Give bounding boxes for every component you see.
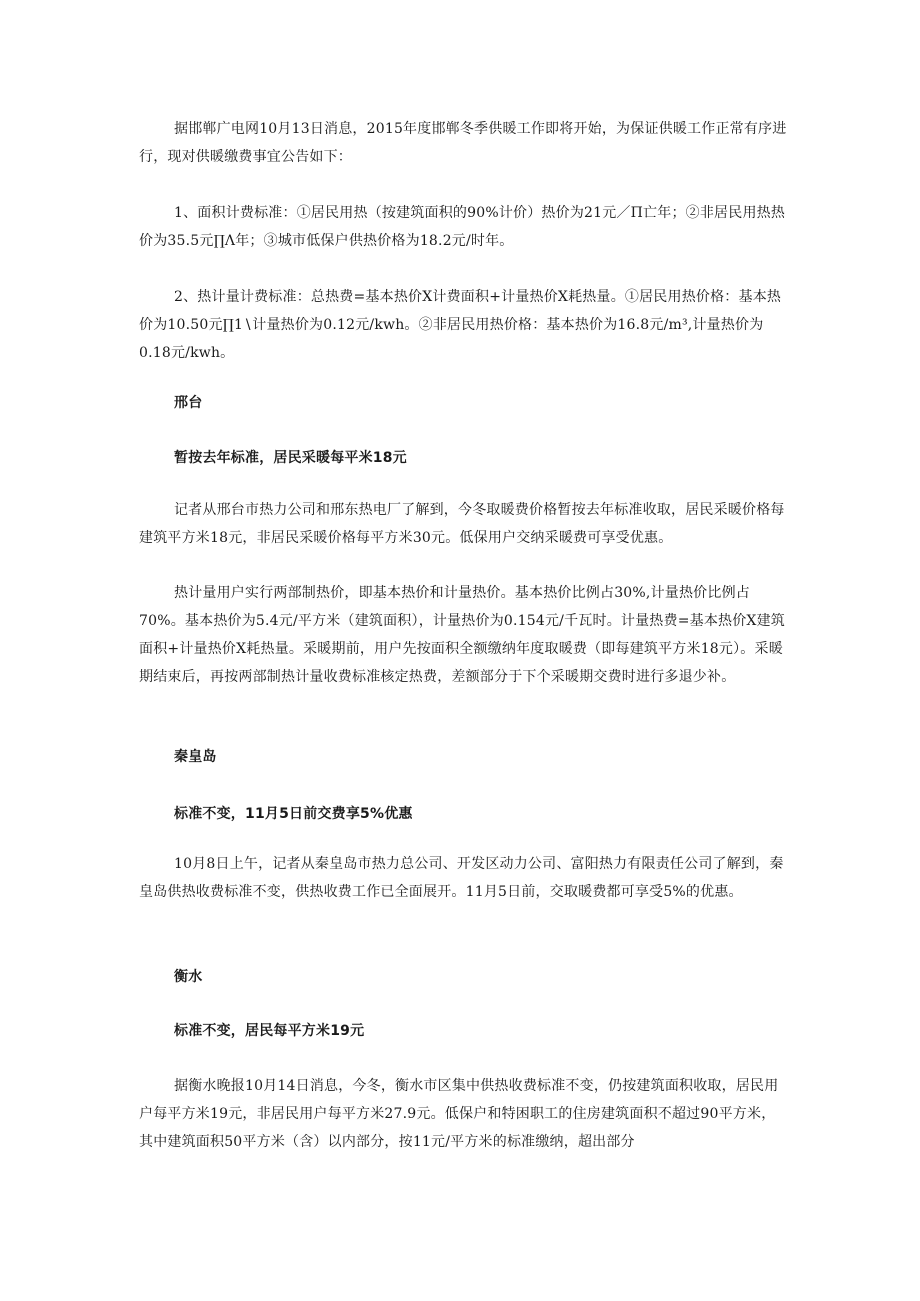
paragraph-hengshui: 据衡水晚报10月14日消息，今冬，衡水市区集中供热收费标准不变，仍按建筑面积收取，居民用户每平方米19元，非居民用户每平方米27.9元。低保户和特困职工的住房建筑面积不超过90平方米，其中建筑面积50平方米（含）以内部分，按11元/平方米的标准缴纳，超出部分 xyxy=(139,1078,779,1150)
subheading-hengshui: 标准不变，居民每平方米19元 xyxy=(174,1023,365,1039)
paragraph-xingtai-2: 热计量用户实行两部制热价，即基本热价和计量热价。基本热价比例占30%,计量热价比例占70%。基本热价为5.4元/平方米（建筑面积），计量热价为0.154元/千瓦时。计量热费=基本热价X建筑面积+计量热价X耗热量。采暖期前，用户先按面积全额缴纳年度取暖费（即每建筑平方米18元）。采暖期结束后，再按两部制热计量收费标准核定热费，差额部分于下个采暖期交费时进行多退少补。 xyxy=(139,585,785,685)
subheading-xingtai: 暂按去年标准，居民采暖每平米18元 xyxy=(174,450,407,466)
paragraph-xingtai-1: 记者从邢台市热力公司和邢东热电厂了解到，今冬取暖费价格暂按去年标准收取，居民采暖价格每建筑平方米18元，非居民采暖价格每平方米30元。低保用户交纳采暖费可享受优惠。 xyxy=(139,502,785,546)
city-heading-xingtai: 邢台 xyxy=(174,395,203,411)
subheading-qinhuangdao: 标准不变，11月5日前交费享5%优惠 xyxy=(174,806,413,822)
city-heading-hengshui: 衡水 xyxy=(174,969,203,985)
paragraph-area-fee: 1、面积计费标准：①居民用热（按建筑面积的90%计价）热价为21元／Π亡年；②非居民用热热价为35.5元∏Λ年；③城市低保户供热价格为18.2元/时年。 xyxy=(139,205,786,249)
city-heading-qinhuangdao: 秦皇岛 xyxy=(174,749,217,765)
paragraph-intro: 据邯郸广电网10月13日消息，2015年度邯郸冬季供暖工作即将开始，为保证供暖工作正常有序进行，现对供暖缴费事宜公告如下： xyxy=(139,121,787,165)
paragraph-qinhuangdao: 10月8日上午，记者从秦皇岛市热力总公司、开发区动力公司、富阳热力有限责任公司了解到，秦皇岛供热收费标准不变，供热收费工作已全面展开。11月5日前，交取暖费都可享受5%的优惠。 xyxy=(139,856,784,900)
paragraph-meter-fee: 2、热计量计费标准：总热费=基本热价X计费面积+计量热价X耗热量。①居民用热价格：基本热价为10.50元∏1∖计量热价为0.12元/kwh。②非居民用热价格：基本热价为16.8元/m³,计量热价为0.18元/kwh。 xyxy=(139,289,782,361)
